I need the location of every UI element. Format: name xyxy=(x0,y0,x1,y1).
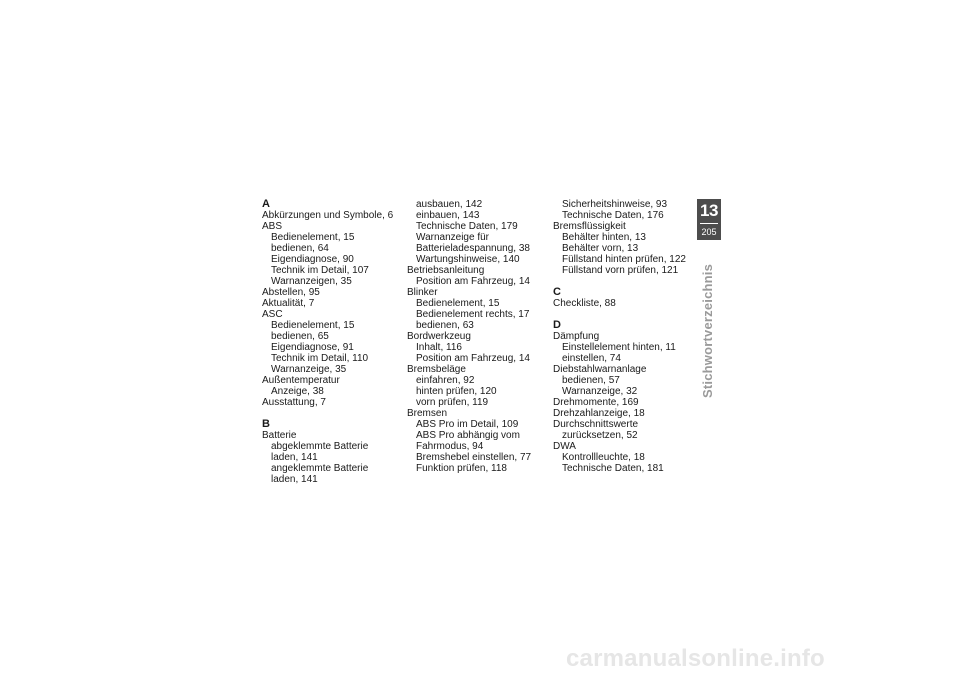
index-subentry: zurücksetzen, 52 xyxy=(562,430,638,441)
chapter-number: 13 xyxy=(700,201,718,220)
index-letter-heading: D xyxy=(553,319,561,331)
index-entry: Aktualität, 7 xyxy=(262,298,315,309)
index-subentry: Bedienelement, 15 xyxy=(271,320,355,331)
index-column-1 xyxy=(262,199,398,485)
page-number: 205 xyxy=(701,227,717,237)
index-column-3 xyxy=(553,199,689,474)
index-subentry: Warnanzeige, 32 xyxy=(562,386,638,397)
index-subentry: Bedienelement, 15 xyxy=(271,232,355,243)
index-entry: Ausstattung, 7 xyxy=(262,397,326,408)
index-entry: Dämpfung xyxy=(553,331,600,342)
index-subentry: bedienen, 63 xyxy=(416,320,474,331)
index-subentry: Wartungshinweise, 140 xyxy=(416,254,520,265)
index-subentry: hinten prüfen, 120 xyxy=(416,386,497,397)
index-subentry: ABS Pro im Detail, 109 xyxy=(416,419,519,430)
index-subentry: laden, 141 xyxy=(271,474,318,485)
index-subentry: Kontrollleuchte, 18 xyxy=(562,452,645,463)
index-entry: Checkliste, 88 xyxy=(553,298,616,309)
section-side-title: Stichwortverzeichnis xyxy=(700,263,715,398)
index-subentry: Fahrmodus, 94 xyxy=(416,441,484,452)
index-entry: Drehmomente, 169 xyxy=(553,397,639,408)
index-subentry: laden, 141 xyxy=(271,452,318,463)
index-entry: Abstellen, 95 xyxy=(262,287,320,298)
side-title-container xyxy=(698,263,720,402)
index-subentry: Technische Daten, 181 xyxy=(562,463,664,474)
index-subentry: Anzeige, 38 xyxy=(271,386,324,397)
index-entry: Drehzahlanzeige, 18 xyxy=(553,408,645,419)
index-subentry: Warnanzeige, 35 xyxy=(271,364,347,375)
index-subentry: vorn prüfen, 119 xyxy=(416,397,489,408)
index-subentry: Inhalt, 116 xyxy=(416,342,462,353)
index-subentry: Warnanzeige für xyxy=(416,232,489,243)
chapter-divider xyxy=(700,223,718,224)
index-entry: DWA xyxy=(553,441,576,452)
index-entry: Durchschnittswerte xyxy=(553,419,639,430)
index-subentry: Technik im Detail, 107 xyxy=(271,265,369,276)
index-subentry: abgeklemmte Batterie xyxy=(271,441,369,452)
index-column-2 xyxy=(407,199,543,474)
index-subentry: einstellen, 74 xyxy=(562,353,621,364)
index-subentry: Füllstand vorn prüfen, 121 xyxy=(562,265,679,276)
index-subentry: Bremshebel einstellen, 77 xyxy=(416,452,532,463)
index-entry: Außentemperatur xyxy=(262,375,340,386)
index-letter-heading: C xyxy=(553,286,561,298)
watermark: carmanualsonline.info xyxy=(566,645,825,672)
index-entry: Bremsen xyxy=(407,408,448,419)
index-subentry: bedienen, 64 xyxy=(271,243,329,254)
index-entry: Bremsflüssigkeit xyxy=(553,221,626,232)
index-subentry: ausbauen, 142 xyxy=(416,199,483,210)
index-subentry: Technik im Detail, 110 xyxy=(271,353,369,364)
index-subentry: Funktion prüfen, 118 xyxy=(416,463,507,474)
index-subentry: Einstellelement hinten, 11 xyxy=(562,342,676,353)
index-subentry: angeklemmte Batterie xyxy=(271,463,369,474)
index-subentry: einfahren, 92 xyxy=(416,375,475,386)
index-entry: Batterie xyxy=(262,430,297,441)
index-subentry: Sicherheitshinweise, 93 xyxy=(562,199,668,210)
index-subentry: Füllstand hinten prüfen, 122 xyxy=(562,254,686,265)
index-subentry: Position am Fahrzeug, 14 xyxy=(416,353,530,364)
index-letter-heading: A xyxy=(262,198,270,210)
index-subentry: Batterieladespannung, 38 xyxy=(416,243,530,254)
index-subentry: Bedienelement, 15 xyxy=(416,298,500,309)
index-entry: Bremsbeläge xyxy=(407,364,466,375)
index-subentry: Technische Daten, 176 xyxy=(562,210,664,221)
index-entry: Diebstahlwarnanlage xyxy=(553,364,647,375)
index-subentry: einbauen, 143 xyxy=(416,210,480,221)
index-subentry: bedienen, 57 xyxy=(562,375,620,386)
index-subentry: ABS Pro abhängig vom xyxy=(416,430,520,441)
index-subentry: Position am Fahrzeug, 14 xyxy=(416,276,530,287)
index-subentry: Warnanzeigen, 35 xyxy=(271,276,352,287)
chapter-tab xyxy=(697,199,721,240)
index-subentry: Eigendiagnose, 91 xyxy=(271,342,354,353)
index-subentry: Behälter vorn, 13 xyxy=(562,243,639,254)
index-entry: Abkürzungen und Symbole, 6 xyxy=(262,210,394,221)
index-entry: Betriebsanleitung xyxy=(407,265,485,276)
index-entry: Blinker xyxy=(407,287,438,298)
index-entry: ABS xyxy=(262,221,283,232)
index-entry: Bordwerkzeug xyxy=(407,331,471,342)
index-subentry: Bedienelement rechts, 17 xyxy=(416,309,530,320)
index-letter-heading: B xyxy=(262,418,270,430)
index-subentry: Behälter hinten, 13 xyxy=(562,232,646,243)
index-entry: ASC xyxy=(262,309,283,320)
index-subentry: Eigendiagnose, 90 xyxy=(271,254,354,265)
index-subentry: bedienen, 65 xyxy=(271,331,329,342)
index-subentry: Technische Daten, 179 xyxy=(416,221,518,232)
